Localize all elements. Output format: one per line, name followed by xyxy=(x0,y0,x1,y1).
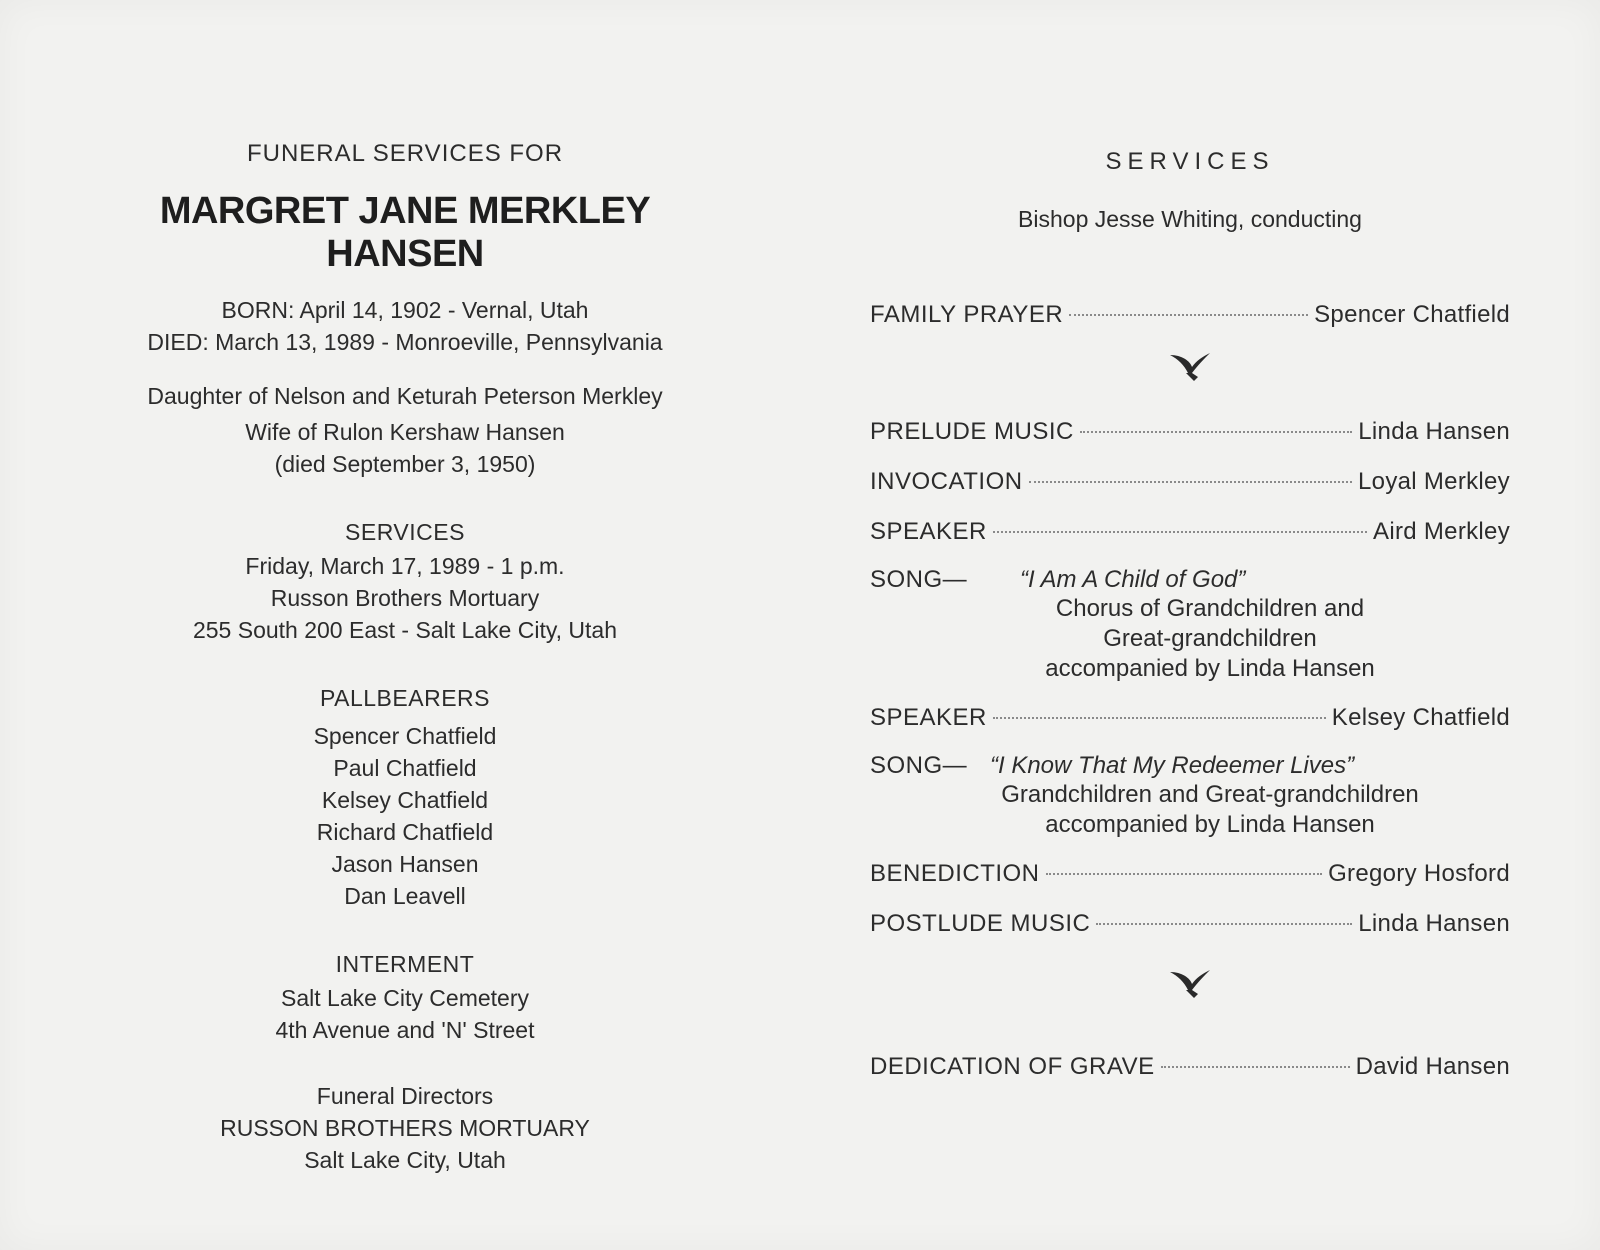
program-row xyxy=(870,466,1510,498)
pallbearer-name: Dan Leavell xyxy=(344,883,466,909)
pallbearer-name: Spencer Chatfield xyxy=(313,723,497,749)
dot-leader xyxy=(1080,431,1352,433)
program-label: SPEAKER xyxy=(870,518,987,545)
program-person: Linda Hansen xyxy=(1358,910,1510,937)
program-row xyxy=(870,516,1510,548)
dot-leader xyxy=(1029,481,1352,483)
interment-address: 4th Avenue and 'N' Street xyxy=(275,1017,535,1043)
pallbearers-heading: PALLBEARERS xyxy=(320,685,490,711)
services-date: Friday, March 17, 1989 - 1 p.m. xyxy=(245,553,565,579)
deceased-name: MARGRET JANE MERKLEY HANSEN xyxy=(159,190,651,275)
pallbearer-name: Richard Chatfield xyxy=(316,819,494,845)
song-accompanist: accompanied by Linda Hansen xyxy=(1045,655,1375,682)
left-panel xyxy=(100,140,710,1176)
spouse-line: Wife of Rulon Kershaw Hansen xyxy=(245,419,565,445)
interment-heading: INTERMENT xyxy=(335,951,475,977)
services-place: Russon Brothers Mortuary xyxy=(270,585,540,611)
conductor-line: Bishop Jesse Whiting, conducting xyxy=(1018,206,1362,232)
parents-line: Daughter of Nelson and Keturah Peterson Merkley xyxy=(147,383,663,409)
program-label: PRELUDE MUSIC xyxy=(870,418,1074,445)
program-row xyxy=(870,908,1510,940)
dot-leader xyxy=(1096,923,1352,925)
song-accompanist: accompanied by Linda Hansen xyxy=(1045,811,1375,838)
funeral-services-heading: FUNERAL SERVICES FOR xyxy=(246,140,564,167)
bird-ornament-icon xyxy=(870,349,1510,394)
program-person: Aird Merkley xyxy=(1373,518,1510,545)
directors-heading: Funeral Directors xyxy=(316,1083,494,1109)
directors-name: RUSSON BROTHERS MORTUARY xyxy=(220,1115,590,1141)
dot-leader xyxy=(1161,1066,1350,1068)
directors-city: Salt Lake City, Utah xyxy=(304,1147,506,1173)
services-address: 255 South 200 East - Salt Lake City, Utah xyxy=(192,617,618,643)
family-prayer-row xyxy=(870,299,1510,331)
pallbearer-name: Jason Hansen xyxy=(331,851,479,877)
program-label: INVOCATION xyxy=(870,468,1023,495)
bird-ornament-icon xyxy=(870,966,1510,1011)
right-panel xyxy=(870,140,1510,1101)
song-title: “I Am A Child of God” xyxy=(1020,566,1246,593)
dot-leader xyxy=(1069,314,1308,316)
song-performers: Chorus of Grandchildren and xyxy=(1055,595,1365,622)
program-person: Gregory Hosford xyxy=(1328,860,1510,887)
dedication-row xyxy=(870,1051,1510,1083)
song-label: SONG— xyxy=(870,566,968,593)
program-label: FAMILY PRAYER xyxy=(870,301,1064,328)
dot-leader xyxy=(1046,873,1323,875)
program-label: DEDICATION OF GRAVE xyxy=(870,1053,1155,1080)
song-entry xyxy=(870,752,1510,840)
pallbearer-name: Kelsey Chatfield xyxy=(321,787,489,813)
program-person: Kelsey Chatfield xyxy=(1331,704,1510,731)
dot-leader xyxy=(993,531,1367,533)
pallbearers-section xyxy=(100,680,710,912)
program-person: Spencer Chatfield xyxy=(1314,301,1510,328)
song-performers: Great-grandchildren xyxy=(1103,625,1317,652)
dot-leader xyxy=(993,717,1326,719)
song-label: SONG— xyxy=(870,752,968,779)
song-performers: Grandchildren and Great-grandchildren xyxy=(1001,781,1419,808)
born-line: BORN: April 14, 1902 - Vernal, Utah xyxy=(221,297,589,323)
program-label: POSTLUDE MUSIC xyxy=(870,910,1091,937)
song-entry xyxy=(870,566,1510,684)
program-person: Loyal Merkley xyxy=(1358,468,1510,495)
program-person: David Hansen xyxy=(1355,1053,1510,1080)
song-title: “I Know That My Redeemer Lives” xyxy=(990,752,1355,779)
program-row xyxy=(870,702,1510,734)
interment-place: Salt Lake City Cemetery xyxy=(281,985,529,1011)
program-row xyxy=(870,858,1510,890)
services-heading: SERVICES xyxy=(345,519,465,545)
died-line: DIED: March 13, 1989 - Monroeville, Pennsylvania xyxy=(147,329,663,355)
order-of-service-title: SERVICES xyxy=(1105,148,1275,175)
spouse-died-line: (died September 3, 1950) xyxy=(274,451,536,477)
program-label: BENEDICTION xyxy=(870,860,1040,887)
program-row xyxy=(870,416,1510,448)
pallbearer-name: Paul Chatfield xyxy=(333,755,477,781)
program-label: SPEAKER xyxy=(870,704,987,731)
program-person: Linda Hansen xyxy=(1358,418,1510,445)
